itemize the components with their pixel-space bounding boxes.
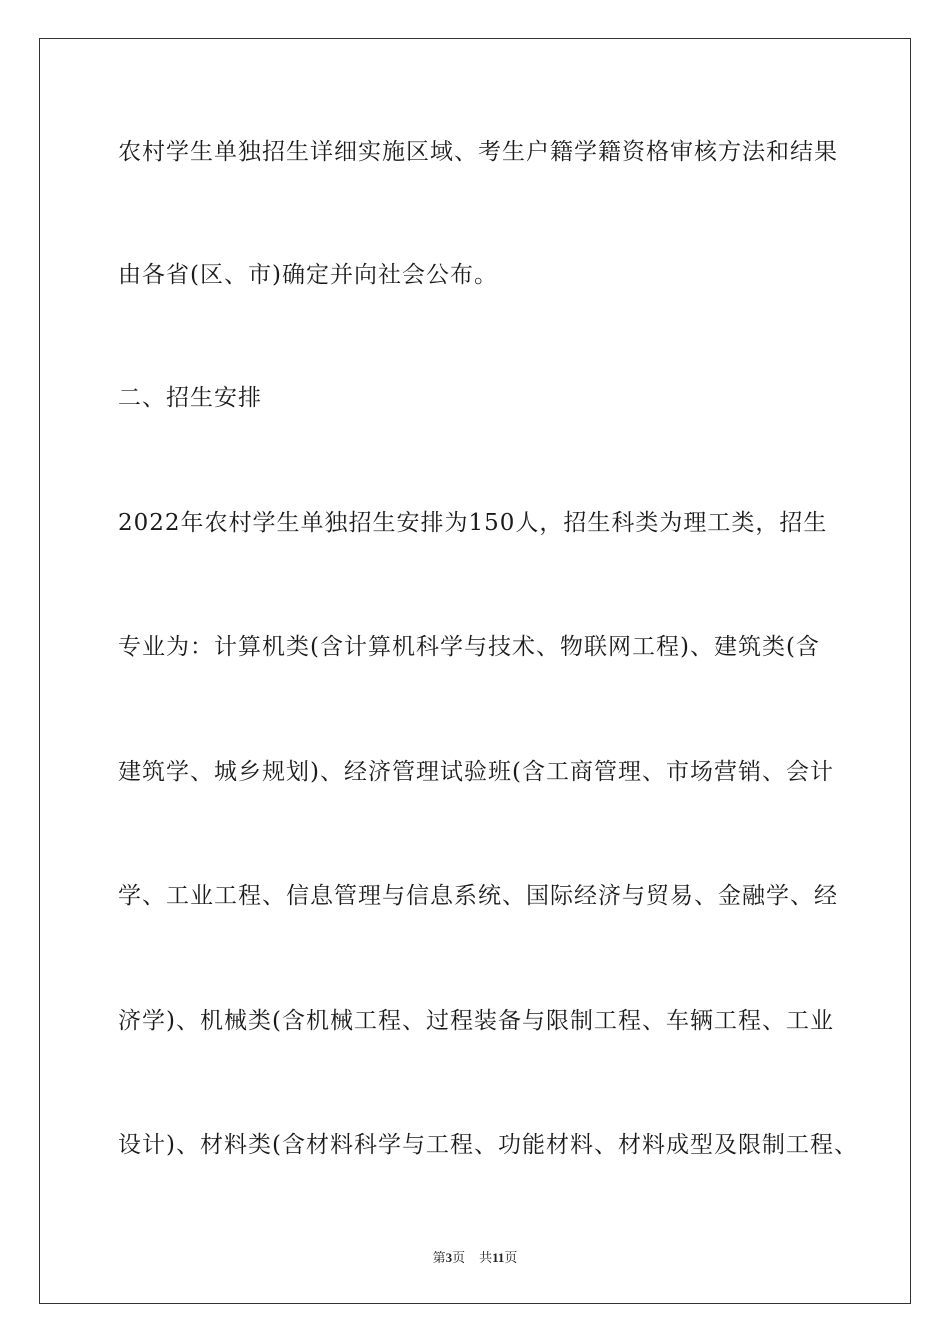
page-footer [0, 1247, 950, 1266]
page-suffix: 页 [452, 1250, 466, 1265]
body-text-line: 建筑学、城乡规划)、经济管理试验班(含工商管理、市场营销、会计 [118, 759, 834, 785]
body-text-line: 济学)、机械类(含机械工程、过程装备与限制工程、车辆工程、工业 [118, 1008, 834, 1034]
total-pages: 11 [492, 1250, 505, 1265]
page-prefix: 第 [432, 1250, 446, 1265]
section-heading: 二、招生安排 [118, 385, 262, 411]
body-text-line: 专业为：计算机类(含计算机科学与技术、物联网工程)、建筑类(含 [118, 634, 820, 660]
body-text-line: 2022年农村学生单独招生安排为150人，招生科类为理工类，招生 [118, 510, 828, 536]
total-suffix: 页 [504, 1250, 518, 1265]
body-text-line: 由各省(区、市)确定并向社会公布。 [118, 262, 498, 288]
body-text-line: 设计)、材料类(含材料科学与工程、功能材料、材料成型及限制工程、 [118, 1132, 858, 1158]
body-text-line: 学、工业工程、信息管理与信息系统、国际经济与贸易、金融学、经 [118, 883, 838, 909]
body-text-line: 农村学生单独招生详细实施区域、考生户籍学籍资格审核方法和结果 [118, 139, 838, 165]
page-number: 3 [445, 1250, 453, 1265]
page-border [39, 38, 911, 1304]
total-prefix: 共 [479, 1250, 493, 1265]
